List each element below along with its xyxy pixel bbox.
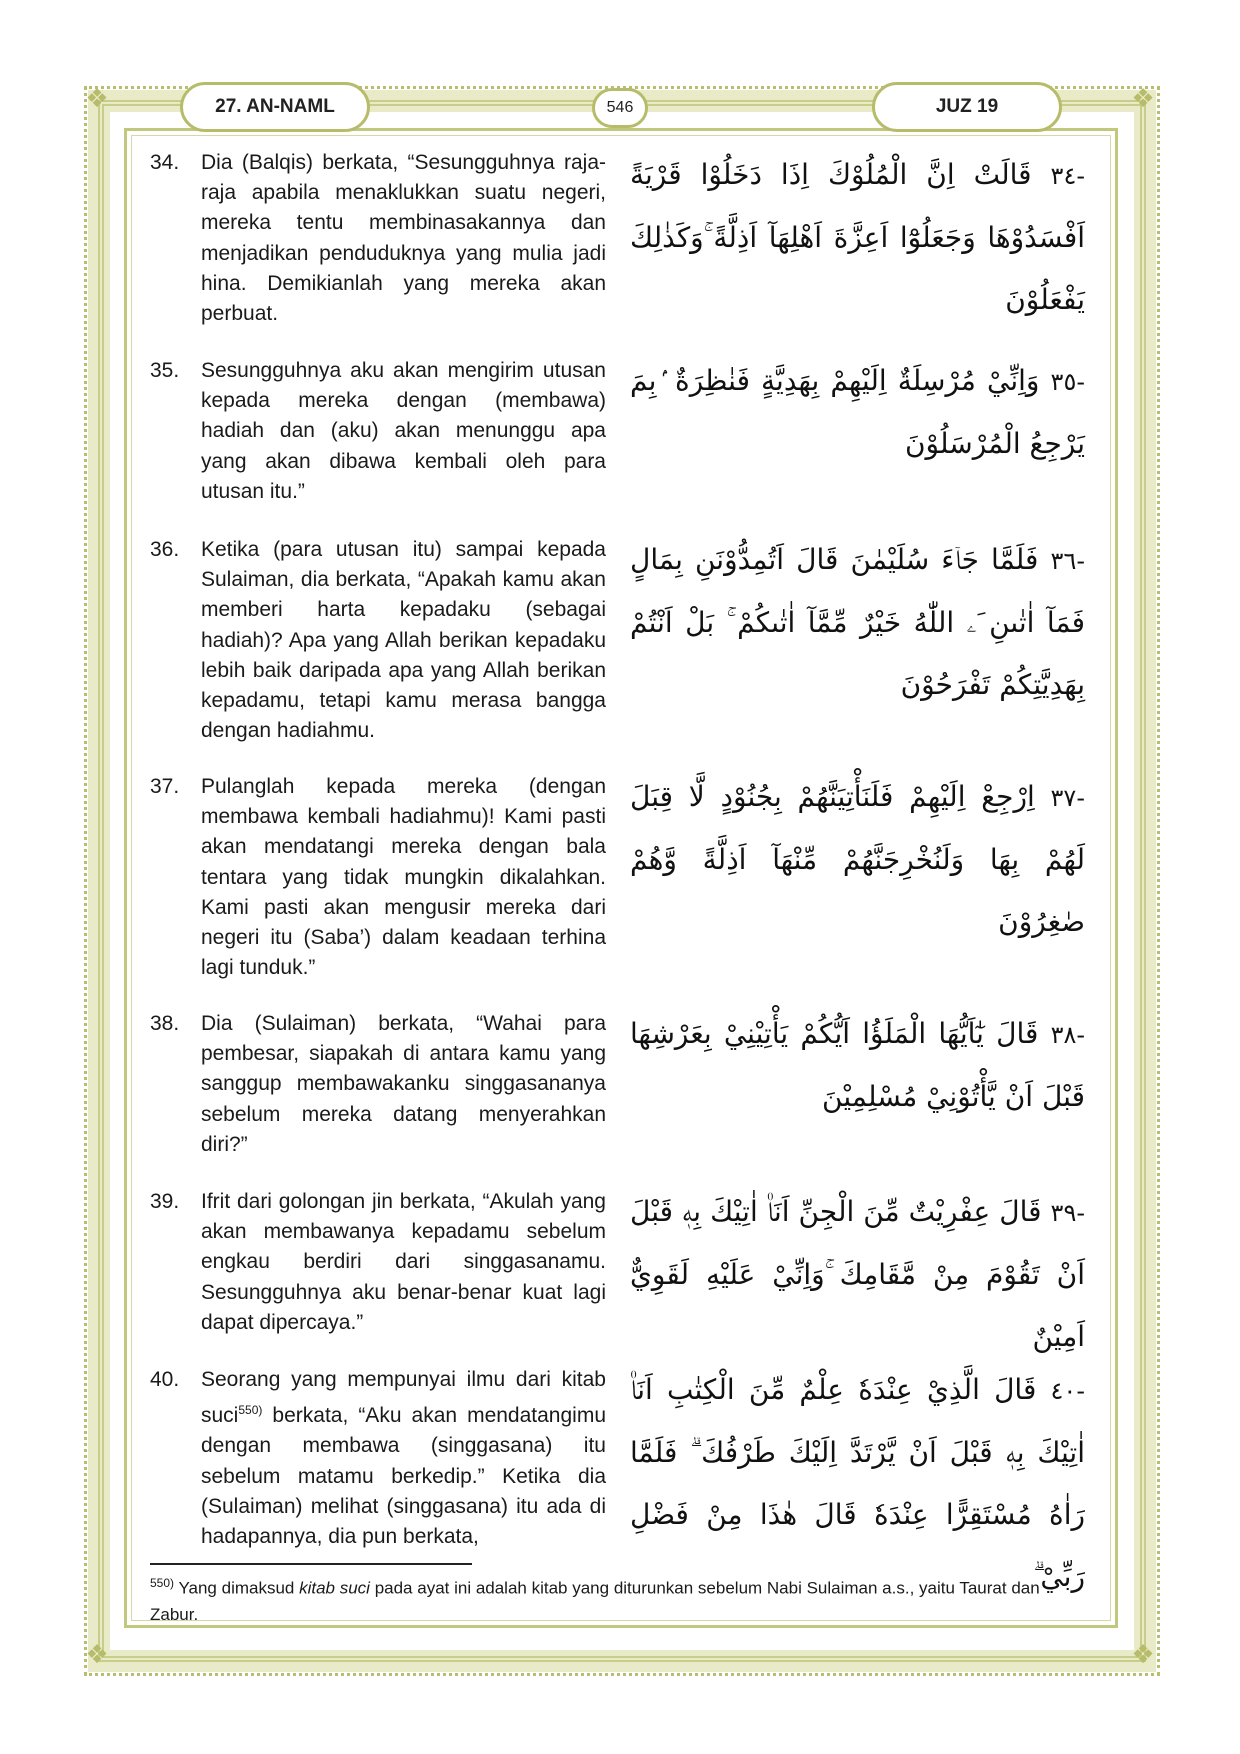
- verse-ref: -٣٨: [1050, 1021, 1086, 1049]
- juz-label: JUZ 19: [935, 96, 999, 117]
- verse-ref: -٣٧: [1050, 784, 1085, 812]
- footnote-marker[interactable]: 550): [238, 1403, 263, 1418]
- footnote-emphasis: kitab suci: [299, 1578, 370, 1598]
- verse-ref: -٣٥: [1050, 368, 1085, 396]
- corner-ornament-icon: ❖: [1131, 84, 1155, 114]
- page-number-tab: [592, 88, 648, 128]
- juz-tab: [872, 82, 1062, 132]
- page-number: 546: [606, 99, 634, 116]
- verse-arabic: -٣٦ فَلَمَّا جَاۤءَ سُلَيْمٰنَ قَالَ اَتُمِدُّوْنَنِ بِمَالٍ فَمَآ اٰتٰىنِ َۦ اللّٰهُ خَيْرٌ مِّمَّآ اٰتٰىكُمْ ۚ بَلْ اَنْتُمْ بِهَدِيَّتِكُمْ تَفْرَحُوْنَ: [630, 543, 1085, 701]
- surah-title-tab: [180, 82, 370, 132]
- verse-arabic: -٣٧ اِرْجِعْ اِلَيْهِمْ فَلَنَأْتِيَنَّهُمْ بِجُنُوْدٍ لَّا قِبَلَ لَهُمْ بِهَا وَلَنُخْرِجَنَّهُمْ مِّنْهَآ اَذِلَّةً وَّهُمْ صٰغِرُوْنَ: [630, 780, 1085, 938]
- verse-number: 37.: [150, 775, 180, 798]
- verse-arabic: -٣٥ وَاِنِّيْ مُرْسِلَةٌ اِلَيْهِمْ بِهَدِيَّةٍ فَنٰظِرَةٌ ۢبِمَ يَرْجِعُ الْمُرْسَلُوْنَ: [630, 364, 1085, 460]
- verse-ref: -٣٦: [1050, 547, 1085, 575]
- verse-number: 38.: [150, 1012, 180, 1035]
- verse-arabic: -٤٠ قَالَ الَّذِيْ عِنْدَهٗ عِلْمٌ مِّنَ الْكِتٰبِ اَنَا۠ اٰتِيْكَ بِهٖ قَبْلَ اَنْ يَّرْتَدَّ اِلَيْكَ طَرْفُكَ ۗ فَلَمَّا رَاٰهُ مُسْتَقِرًّا عِنْدَهٗ قَالَ هٰذَا مِنْ فَضْلِ رَبِّيْ ۗ: [630, 1373, 1085, 1593]
- corner-ornament-icon: ❖: [1131, 1640, 1155, 1670]
- corner-ornament-icon: ❖: [85, 1640, 109, 1670]
- verse-translation: Dia (Balqis) berkata, “Sesungguhnya raja-raja apabila menaklukkan suatu negeri, mereka tentu membinasakannya dan menjadikan penduduknya yang mulia jadi hina. Demikianlah yang mereka akan perbuat.: [201, 151, 606, 326]
- verse-ref: -٣٩: [1050, 1199, 1085, 1227]
- verse-arabic: -٣٨ قَالَ يٰٓاَيُّهَا الْمَلَؤُا اَيُّكُمْ يَأْتِيْنِيْ بِعَرْشِهَا قَبْلَ اَنْ يَّأْتُوْنِيْ مُسْلِمِيْنَ: [630, 1017, 1086, 1113]
- verse-ref: -٤٠: [1050, 1377, 1085, 1405]
- verse-translation: Ifrit dari golongan jin berkata, “Akulah yang akan membawanya kepadamu sebelum engkau berdiri dari singgasanamu. Sesungguhnya aku benar-benar kuat lagi dapat dipercaya.”: [201, 1190, 606, 1334]
- verse-arabic: -٣٩ قَالَ عِفْرِيْتٌ مِّنَ الْجِنِّ اَنَا۠ اٰتِيْكَ بِهٖ قَبْلَ اَنْ تَقُوْمَ مِنْ مَّقَامِكَ ۚوَاِنِّيْ عَلَيْهِ لَقَوِيٌّ اَمِيْنٌ: [630, 1195, 1085, 1353]
- verse-arabic: -٣٤ قَالَتْ اِنَّ الْمُلُوْكَ اِذَا دَخَلُوْا قَرْيَةً اَفْسَدُوْهَا وَجَعَلُوْٓا اَعِزَّةَ اَهْلِهَآ اَذِلَّةً ۚوَكَذٰلِكَ يَفْعَلُوْنَ: [630, 158, 1085, 316]
- verse-translation: Ketika (para utusan itu) sampai kepada Sulaiman, dia berkata, “Apakah kamu akan memberi harta kepadaku (sebagai hadiah)? Apa yang Allah berikan kepadaku lebih baik daripada apa yang Allah berikan kepadamu, tetapi kamu merasa bangga dengan hadiahmu.: [201, 538, 606, 743]
- verse-ref: -٣٤: [1050, 162, 1085, 190]
- verse-number: 35.: [150, 359, 180, 382]
- corner-ornament-icon: ❖: [85, 84, 109, 114]
- verse-translation: Sesungguhnya aku akan mengirim utusan kepada mereka dengan (membawa) hadiah dan (aku) akan menunggu apa yang akan dibawa kembali oleh para utusan itu.”: [201, 359, 606, 503]
- footnote-divider: [150, 1563, 472, 1565]
- verse-translation: Seorang yang mempunyai ilmu dari kitab suci$^{550)}$ berkata, “Aku akan mendatangimu dengan membawa (singgasana) itu sebelum matamu berkedip.” Ketika dia (Sulaiman) melihat (singgasana) itu ada di hadapannya, dia pun berkata,: [201, 1368, 606, 1549]
- footnote: $^{550)}$ Yang dimaksud kitab suci pada ayat ini adalah kitab yang diturunkan sebelum Nabi Sulaiman a.s., yaitu Taurat dan Zabur.: [150, 1576, 1040, 1624]
- verse-translation: Pulanglah kepada mereka (dengan membawa kembali hadiahmu)! Kami pasti akan mendatangi mereka dengan bala tentara yang tidak mungkin dikalahkan. Kami pasti akan mengusir mereka dari negeri itu (Saba’) dalam keadaan terhina lagi tunduk.”: [201, 775, 606, 980]
- verse-number: 34.: [150, 151, 180, 174]
- surah-title: 27. AN-NAML: [215, 96, 335, 117]
- verse-number: 39.: [150, 1190, 180, 1213]
- verse-translation: Dia (Sulaiman) berkata, “Wahai para pembesar, siapakah di antara kamu yang sanggup membawakanku singgasananya sebelum mereka datang menyerahkan diri?”: [201, 1012, 606, 1156]
- verse-number: 40.: [150, 1368, 180, 1391]
- verse-number: 36.: [150, 538, 180, 561]
- footnote-number: 550): [150, 1576, 175, 1590]
